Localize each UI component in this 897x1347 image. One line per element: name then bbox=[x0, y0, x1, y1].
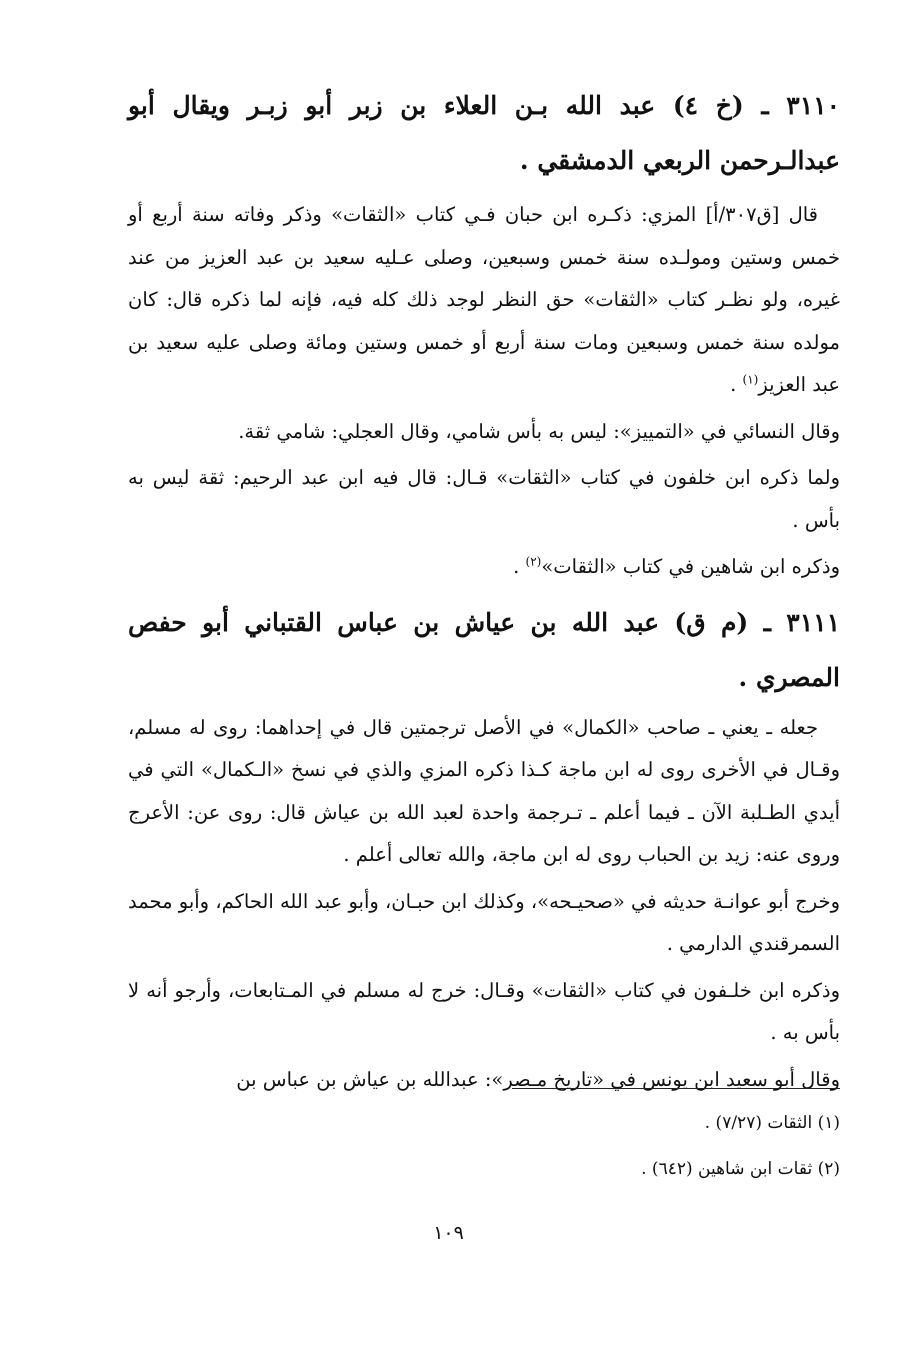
footnote-reference-1: (١) bbox=[742, 372, 759, 387]
paragraph-text: وخرج أبو عوانـة حديثه في «صحيـحه»، وكذلك ابن حبـان، وأبو عبد الله الحاكم، وأبو محمد السمرقندي الدارمي . bbox=[128, 889, 840, 955]
paragraph-text: وذكره ابن شاهين في كتاب «الثقات» bbox=[541, 555, 840, 578]
footnote-1: (١) الثقات (٧/٢٧) . bbox=[704, 1113, 840, 1133]
entry-3110-paragraph-3 bbox=[128, 457, 840, 542]
entry-3111-paragraph-1 bbox=[128, 707, 840, 877]
paragraph-text: وذكره ابن خلـفون في كتاب «الثقات» وقـال: خرج له مسلم في المـتابعات، وأرجو أنه لا بأس به . bbox=[128, 978, 840, 1044]
entry-3111-paragraph-3 bbox=[128, 970, 840, 1055]
footnote-2: (٢) ثقات ابن شاهين (٦٤٢) . bbox=[641, 1159, 840, 1179]
paragraph-text: ولما ذكره ابن خلفون في كتاب «الثقات» قـال: قال فيه ابن عبد الرحيم: ثقة ليس به بأس . bbox=[128, 466, 840, 532]
entry-heading-3110: ٣١١٠ ـ (خ ٤) عبد الله بـن العلاء بن زبر أبو زبـر ويقال أبو عبدالـرحمن الربعي الدمشقي . bbox=[128, 91, 841, 175]
main-text bbox=[128, 78, 840, 1105]
footnotes bbox=[128, 1100, 840, 1192]
page-number: ١٠٩ bbox=[433, 1222, 464, 1244]
entry-3110-paragraph-2 bbox=[128, 411, 840, 454]
paragraph-text: قال [ق٣٠٧/أ] المزي: ذكـره ابن حبان فـي كتاب «الثقات» وذكر وفاته سنة أربع أو خمس وستين ومولـده سنة خمس وسبعين، وصلى عـليه سعيد بن عبد العزيز من عند غيره، ولو نظـر كتاب «الثقات» حق النظر لوجد ذلك كله فيه، فإنه لما ذكره قال: كان مولده سنة خمس وسبعين ومات سنة أربع أو خمس وستين ومائة وصلى عليه سعيد بن عبد العزيز bbox=[128, 203, 840, 396]
entry-3110-paragraph-1 bbox=[128, 194, 840, 407]
paragraph-tail: . bbox=[513, 555, 526, 578]
paragraph-tail: . bbox=[730, 373, 743, 396]
entry-heading-3111: ٣١١١ ـ (م ق) عبد الله بن عياش بن عباس القتباني أبو حفص المصري . bbox=[128, 607, 840, 692]
paragraph-text: وقال النسائي في «التمييز»: ليس به بأس شامي، وقال العجلي: شامي ثقة. bbox=[238, 419, 840, 443]
footnote-separator bbox=[512, 1088, 840, 1089]
entry-3111-paragraph-4 bbox=[128, 1059, 840, 1102]
paragraph-text: جعله ـ يعني ـ صاحب «الكمال» في الأصل ترجمتين قال في إحداهما: روى له مسلم، وقـال في الأخرى روى له ابن ماجة كـذا ذكره المزي والذي في نسخ «الـكمال» التي في أيدي الطـلبة الآن ـ فيما أعلم ـ تـرجمة واحدة لعبد الله بن عياش قال: روى عن: الأعرج وروى عنه: زيد بن الحباب روى له ابن ماجة، والله تعالى أعلم . bbox=[128, 715, 840, 866]
entry-3111-paragraph-2 bbox=[128, 881, 840, 966]
paragraph-text: وقال أبو سعيد ابن يونس في «تاريخ مـصر»: عبدالله بن عياش بن عباس بن bbox=[236, 1067, 840, 1091]
entry-3110-paragraph-4 bbox=[128, 546, 840, 589]
footnote-reference-2: (٢) bbox=[525, 554, 542, 569]
